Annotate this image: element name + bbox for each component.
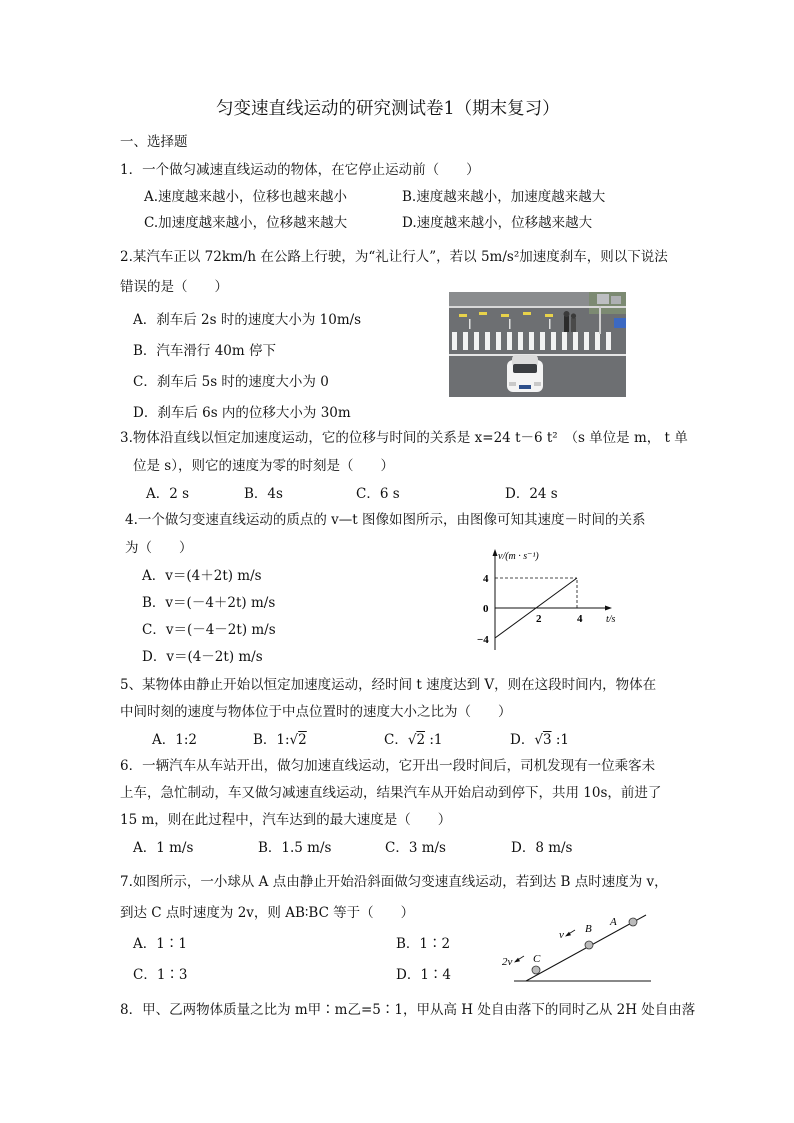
- q7-option-c: C．1∶3: [133, 967, 188, 983]
- vt-graph: [470, 545, 630, 655]
- vt-x-tick-2: 2: [536, 613, 542, 625]
- vt-y-tick-4: 4: [483, 573, 489, 585]
- q6-stem-line3: 15 m，则在此过程中，汽车达到的最大速度是（ ）: [120, 812, 452, 828]
- q4-option-a: A．v＝(4＋2t) m/s: [142, 568, 262, 584]
- page-title: 匀变速直线运动的研究测试卷1（期末复习）: [216, 99, 560, 119]
- q5-option-b: [253, 731, 307, 749]
- q1-option-d: D.速度越来越小，位移越来越大: [402, 215, 593, 231]
- ball-c: [532, 966, 540, 974]
- label-2v: 2v: [502, 956, 513, 968]
- arrow-v-head: [565, 932, 571, 937]
- q6-stem-line1: 6．一辆汽车从车站开出，做匀加速直线运动，它开出一段时间后，司机发现有一位乘客未: [120, 758, 656, 774]
- q2-option-c: C．刹车后 5s 时的速度大小为 0: [133, 374, 329, 390]
- arrow-2v-head: [514, 958, 520, 963]
- q5-stem-line2: 中间时刻的速度与物体位于中点位置时的速度大小之比为（ ）: [120, 704, 512, 720]
- q8-stem-line1: 8．甲、乙两物体质量之比为 m甲∶m乙=5∶1，甲从高 H 处自由落下的同时乙从 2H 处自由落: [120, 1002, 696, 1018]
- q7-option-d: D．1∶4: [396, 967, 452, 983]
- section-heading: 一、选择题: [120, 134, 188, 150]
- ball-a: [629, 918, 637, 926]
- label-c: C: [533, 953, 541, 965]
- crosswalk-photo: [449, 292, 626, 397]
- q2-stem-line1: 2.某汽车正以 72km/h 在公路上行驶，为“礼让行人”，若以 5m/s²加速度刹车，则以下说法: [120, 249, 668, 265]
- vt-y-arrow: [493, 549, 498, 556]
- q2-option-b: B．汽车滑行 40m 停下: [133, 343, 276, 359]
- q6-option-c: C．3 m/s: [385, 840, 446, 856]
- label-a: A: [610, 916, 617, 928]
- q7-option-b: B．1∶2: [396, 936, 451, 952]
- vt-y-label: v/(m · s⁻¹): [498, 551, 539, 562]
- q3-option-c: C．6 s: [356, 486, 400, 502]
- q5-option-c: [384, 731, 442, 749]
- q2-option-d: D．刹车后 6s 内的位移大小为 30m: [133, 405, 351, 421]
- q5-option-c-radicand: 2: [416, 732, 426, 748]
- q4-option-c: C．v＝(－4－2t) m/s: [142, 622, 276, 638]
- q5-option-d-radicand: 3: [542, 732, 552, 748]
- q6-option-b: B．1.5 m/s: [258, 840, 332, 856]
- vt-x-arrow: [605, 606, 612, 611]
- q2-option-a: A．刹车后 2s 时的速度大小为 10m/s: [133, 312, 362, 328]
- label-v: v: [559, 929, 564, 941]
- q7-option-a: A．1∶1: [133, 936, 187, 952]
- q4-option-d: D．v＝(4－2t) m/s: [142, 649, 263, 665]
- q6-stem-line2: 上车，急忙制动，车又做匀减速直线运动，结果汽车从开始启动到停下，共用 10s，前进了: [120, 785, 662, 801]
- q1-option-b: B.速度越来越小，加速度越来越大: [402, 189, 606, 205]
- q6-option-a: A．1 m/s: [133, 840, 194, 856]
- vt-y-tick-neg4: −4: [477, 634, 489, 646]
- q1-option-c: C.加速度越来越小，位移越来越大: [144, 215, 348, 231]
- q5-option-a: A．1:2: [152, 732, 197, 748]
- q4-stem-line2: 为（ ）: [125, 540, 193, 556]
- q5-option-c-suffix: :1: [425, 732, 443, 748]
- q3-option-a: A．2 s: [146, 486, 190, 502]
- q5-option-b-radicand: 2: [298, 732, 307, 748]
- q4-option-b: B．v＝(－4＋2t) m/s: [142, 595, 276, 611]
- q1-stem: 1．一个做匀减速直线运动的物体，在它停止运动前（ ）: [120, 162, 480, 178]
- q2-stem-line2: 错误的是（ ）: [120, 279, 228, 295]
- q3-stem-line1: 3.物体沿直线以恒定加速度运动，它的位移与时间的关系是 x=24 t－6 t² （s 单位是 m， t 单: [120, 430, 688, 446]
- q7-stem-line2: 到达 C 点时速度为 2v，则 AB∶BC 等于（ ）: [120, 905, 415, 921]
- q1-option-a: A.速度越来越小，位移也越来越小: [144, 189, 348, 205]
- q6-option-d: D．8 m/s: [511, 840, 573, 856]
- q7-stem-line1: 7.如图所示，一小球从 A 点由静止开始沿斜面做匀变速直线运动，若到达 B 点时速度为 v，: [120, 874, 668, 890]
- ball-b: [585, 941, 593, 949]
- q5-option-d: [510, 731, 569, 749]
- q3-stem-line2: 位是 s），则它的速度为零的时刻是（ ）: [133, 458, 394, 474]
- q3-option-d: D．24 s: [505, 486, 558, 502]
- q4-stem-line1: 4.一个做匀变速直线运动的质点的 v—t 图像如图所示，由图像可知其速度－时间的关系: [125, 512, 646, 528]
- vt-x-tick-4: 4: [577, 613, 583, 625]
- incline-diagram: [496, 910, 656, 985]
- vt-y-tick-0: 0: [483, 603, 489, 615]
- q5-option-b-prefix: B．1:√: [253, 732, 299, 748]
- crosswalk-illustration: [449, 292, 626, 397]
- label-b: B: [585, 923, 592, 935]
- q5-option-c-prefix: C．√: [384, 732, 417, 748]
- vt-x-label: t/s: [606, 614, 616, 625]
- q5-option-d-prefix: D．√: [510, 732, 543, 748]
- q5-stem-line1: 5、某物体由静止开始以恒定加速度运动，经时间 t 速度达到 V，则在这段时间内，物体在: [120, 677, 657, 693]
- q3-option-b: B．4s: [244, 486, 283, 502]
- q5-option-d-suffix: :1: [551, 732, 569, 748]
